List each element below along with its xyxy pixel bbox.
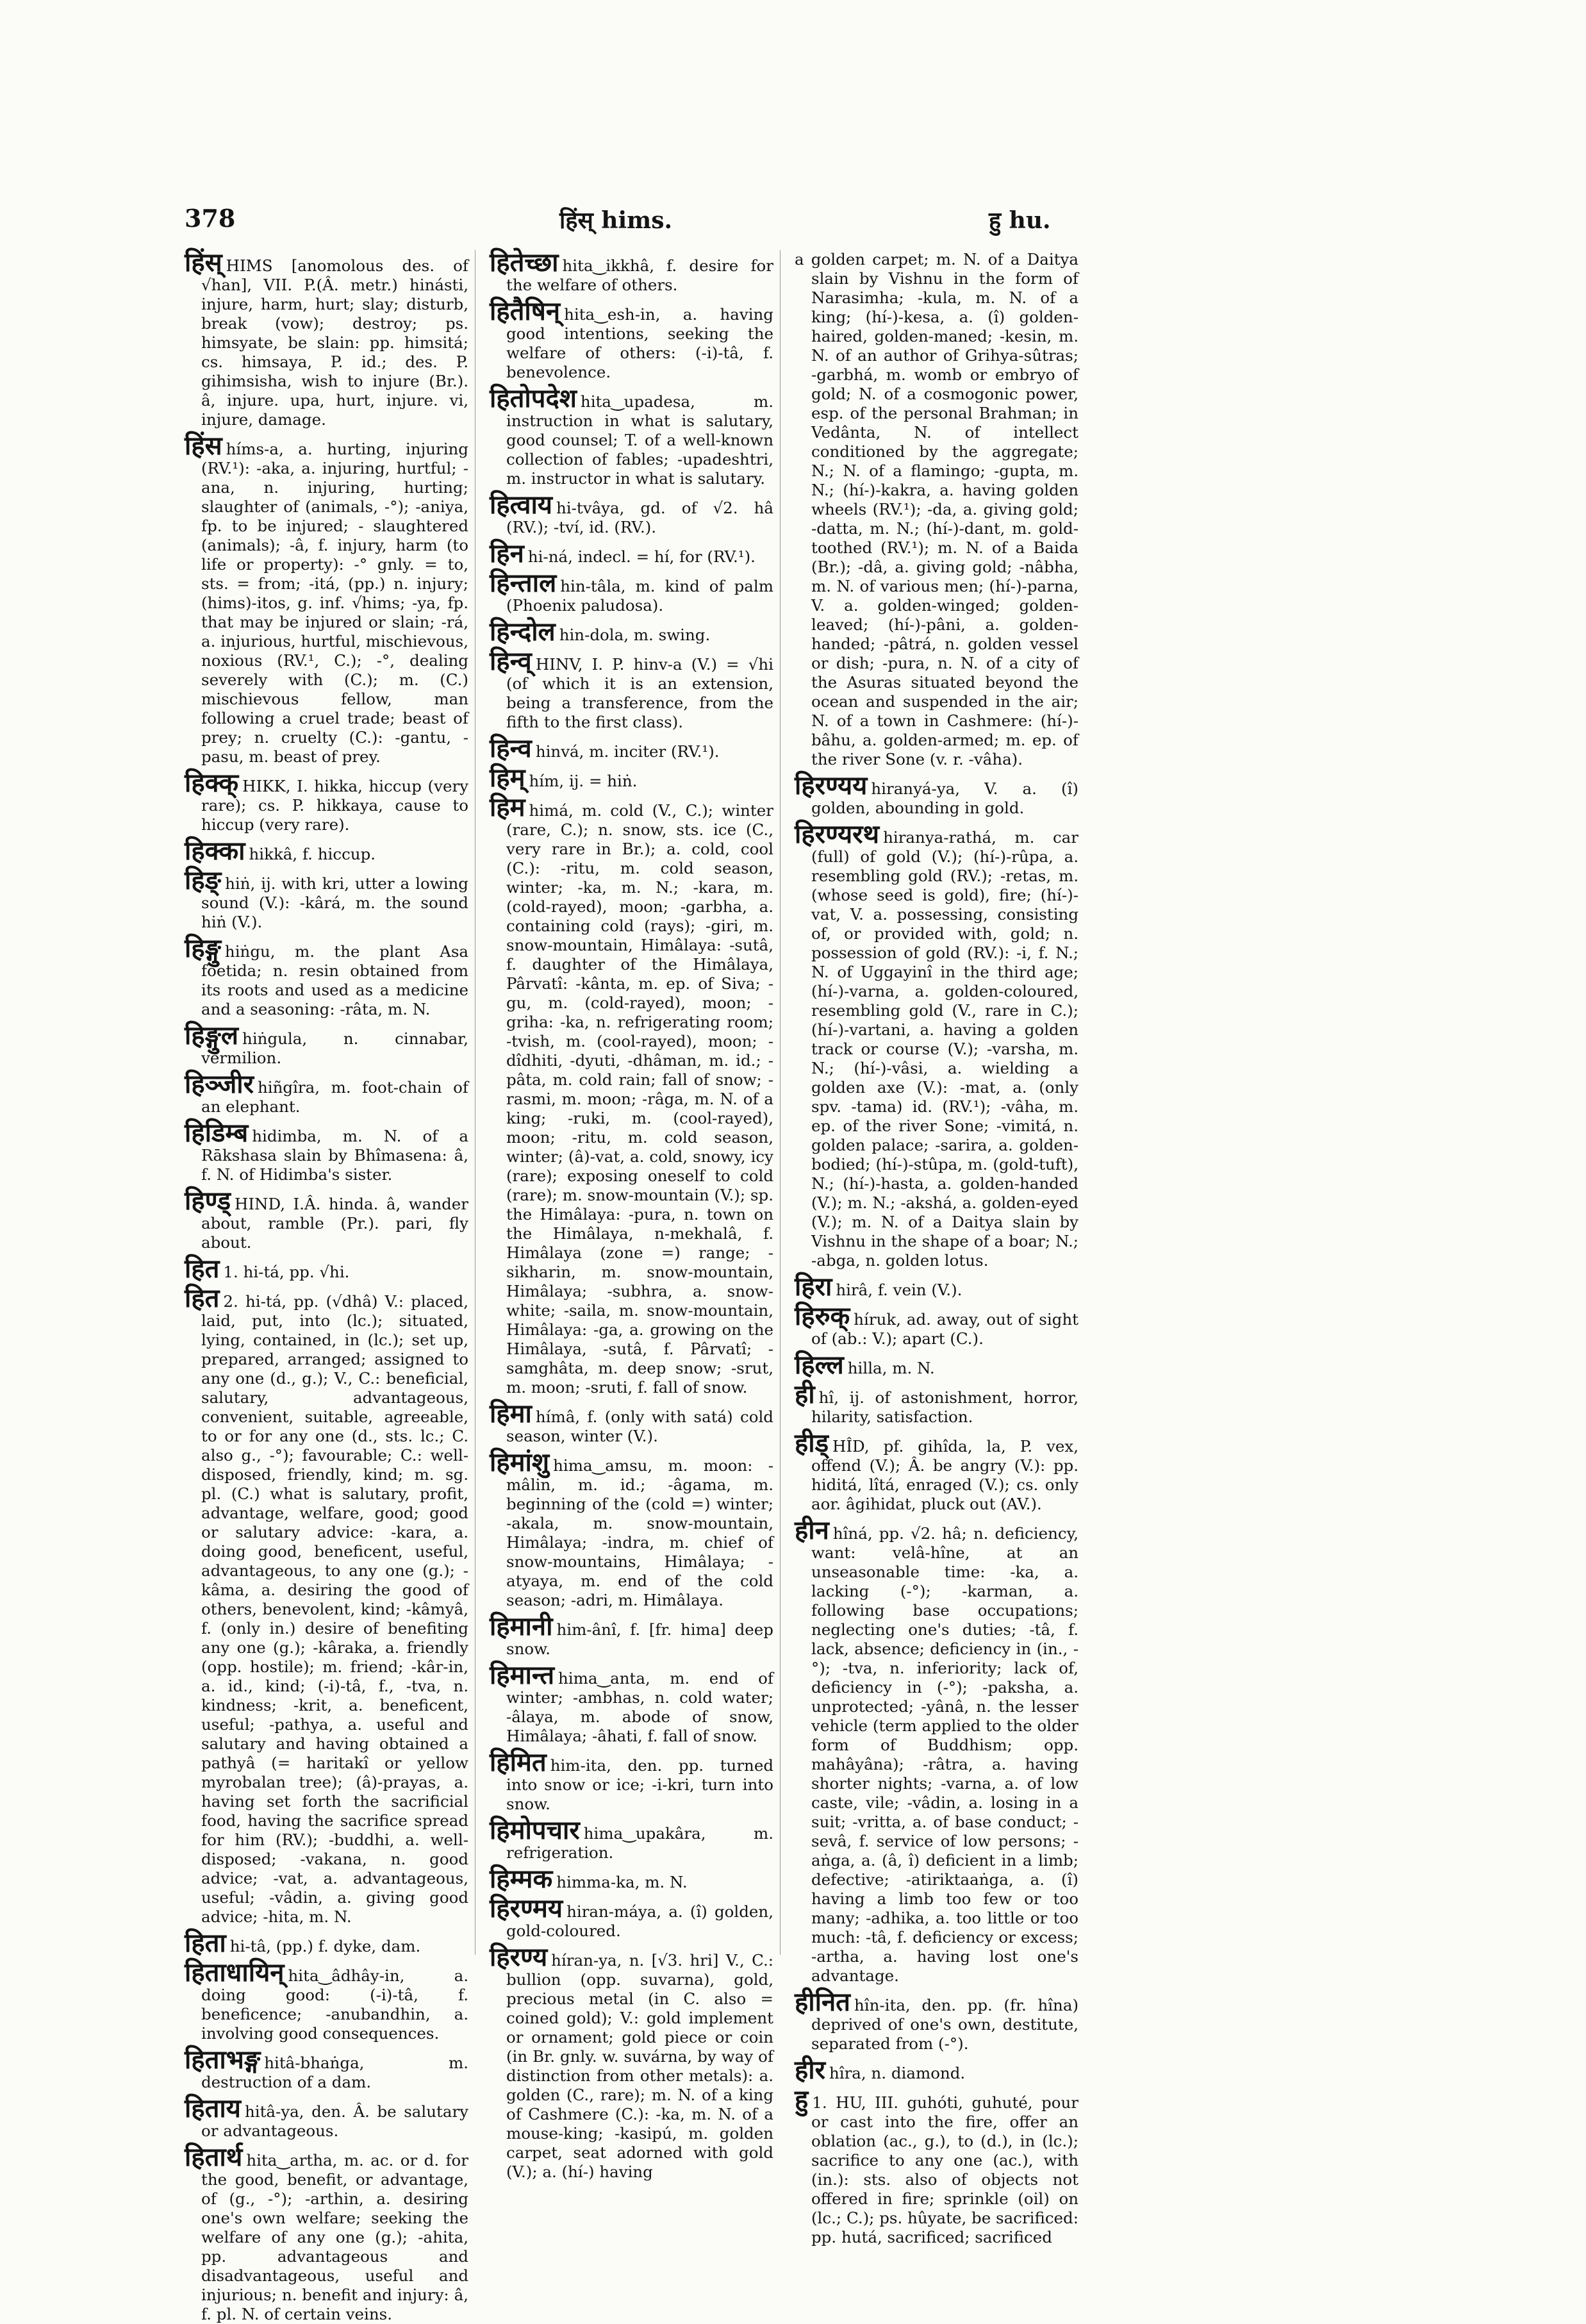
entry-definition: a golden carpet; m. N. of a Daitya slain by Vishnu in the form of Narasimha; -kula, m. N. of a king; (hí-)-kesa, a. (î) golden-haired, golden-maned; -kesin, m. N. of an author of Grihya-sûtras; -garbhá, m. womb or embryo of gold; N. of a cosmogonic power, esp. of the personal Brahman; in Vedânta, N. of intellect conditioned by the aggregate; N.; N. of a flamingo; -gupta, m. N.; (hí-)-kakra, a. having golden wheels (RV.¹); -da, a. giving gold; -datta, m. N.; (hí-)-dant, m. gold-toothed (RV.¹); m. N. of a Baida (Br.); -dâ, a. giving gold; -nâbha, m. N. of various men; (hí-)-parna, V. a. golden-winged; golden-leaved; (hí-)-pâni, a. golden-handed; -pâtrá, n. golden vessel or dish; -pura, n. N. of a city of the Asuras situated beyond the ocean and suspended in the air; N. of a town in Cashmere: (hí-)-bâhu, a. golden-armed; m. ep. of the river Sone (v. r. -vâha).: [795, 250, 1078, 768]
entry-headword: हिम्मक: [490, 1864, 553, 1894]
entry-headword: हिम्: [490, 763, 525, 793]
dictionary-entry: [185, 1256, 468, 1282]
dictionary-entry: [490, 299, 773, 382]
dictionary-entry: [185, 2047, 468, 2092]
entry-definition: híruk, ad. away, out of sight of (ab.: V.); apart (C.).: [811, 1310, 1078, 1348]
dictionary-entry: [795, 773, 1078, 818]
entry-headword: हिञ्जीर: [185, 1070, 254, 1099]
entry-definition: hita‿upadesa, m. instruction in what is salutary, good counsel; T. of a well-known collection of fables; -upadeshtri, m. instructor in what is salutary.: [506, 392, 773, 488]
dictionary-entry: [490, 736, 773, 761]
entry-definition: hinvá, m. inciter (RV.¹).: [535, 742, 720, 761]
dictionary-entry: [490, 492, 773, 537]
dictionary-entry: [490, 1750, 773, 1814]
dictionary-entry: [185, 250, 468, 429]
entry-definition: hitâ-ya, den. Â. be salutary or advantageous.: [201, 2102, 468, 2140]
entry-headword: हिक्का: [185, 836, 245, 866]
dictionary-entry: [490, 795, 773, 1397]
entry-definition: híms-a, a. hurting, injuring (RV.¹): -aka, a. injuring, hurtful; -ana, n. injuring, hurting; slaughter of (animals, -°); -aniya, fp. to be injured; - slaughtered (animals); -â, f. injury, harm (to life or property): -° gnly. = to, sts. = from; -itá, (pp.) n. injury; (hims)-itos, g. inf. √hims; -ya, fp. that may be injured or slain; -rá, a. injurious, hurtful, mischievous, noxious (RV.¹, C.); -°, dealing severely with (C.); m. (C.) mischievous fellow, man following a cruel trade; beast of prey; n. cruelty (C.): -gantu, -pasu, m. beast of prey.: [201, 440, 468, 766]
entry-definition: hiṅ, ij. with kri, utter a lowing sound (V.): -kârá, m. the sound hiṅ (V.).: [201, 874, 468, 931]
dictionary-entry: [795, 250, 1078, 769]
entry-definition: hîn-ita, den. pp. (fr. hîna) deprived of one's own, destitute, separated from (-°).: [811, 1996, 1078, 2053]
entry-headword: हिण्ड्: [185, 1186, 231, 1216]
entry-headword: हिरा: [795, 1272, 832, 1302]
entry-definition: HIKK, I. hikka, hiccup (very rare); cs. P. hikkaya, cause to hiccup (very rare).: [201, 777, 468, 834]
entry-headword: हिम: [490, 793, 525, 822]
dictionary-entry: [185, 2096, 468, 2141]
entry-headword: हिरण्यरथ: [795, 820, 880, 849]
entry-headword: हिरण्यय: [795, 771, 868, 801]
running-head-right: हु hu.: [989, 207, 1051, 234]
running-head-left: हिंस् hims.: [559, 207, 673, 234]
entry-definition: hita‿artha, m. ac. or d. for the good, benefit, or advantage, of (g., -°); -arthin, a. desiring one's own welfare; seeking the welfare of any one (g.); -ahita, pp. advantageous and disadvantageous, useful and injurious; n. benefit and injury: â, f. pl. N. of certain veins.: [201, 2151, 468, 2323]
entry-headword: हिताय: [185, 2094, 241, 2123]
entry-definition: 1. hi-tá, pp. √hi.: [223, 1263, 350, 1281]
dictionary-entry: [490, 1896, 773, 1941]
entry-headword: हित: [185, 1254, 220, 1284]
entry-definition: hita‿ikkhâ, f. desire for the welfare of others.: [506, 256, 773, 294]
page-header: [185, 204, 1078, 236]
entry-headword: हिन: [490, 539, 524, 569]
dictionary-entry: [795, 2087, 1078, 2247]
dictionary-entry: [490, 1401, 773, 1446]
entry-headword: ही: [795, 1380, 815, 1409]
dictionary-entry: [795, 1431, 1078, 1514]
entry-headword: हु: [795, 2085, 809, 2114]
entry-headword: हित्वाय: [490, 490, 552, 520]
entry-headword: हिरण्य: [490, 1943, 548, 1972]
entry-definition: hiranyá-ya, V. a. (î) golden, abounding in gold.: [811, 779, 1078, 817]
entry-definition: hiṅgula, n. cinnabar, vermilion.: [201, 1029, 468, 1067]
entry-headword: हिङ्गुल: [185, 1021, 239, 1050]
entry-headword: हिमित: [490, 1748, 547, 1777]
column-right: [795, 250, 1078, 2246]
entry-definition: 1. HU, III. guhóti, guhuté, pour or cast into the fire, offer an oblation (ac., g.), to (d.), in (lc.); sacrifice to any one (ac.), with (in.): sts. also of objects not offered in fire; sprinkle (oil) on (lc.; C.); ps. hûyate, be sacrificed: pp. hutá, sacrificed; sacrificed: [811, 2093, 1078, 2246]
entry-definition: hin-dola, m. swing.: [559, 626, 711, 644]
entry-headword: हित: [185, 1284, 220, 1313]
entry-definition: hitâ-bhaṅga, m. destruction of a dam.: [201, 2054, 468, 2091]
column-left: [185, 248, 475, 2323]
entry-definition: himma-ka, m. N.: [556, 1873, 688, 1891]
dictionary-entry: [490, 1614, 773, 1659]
entry-definition: hi-tâ, (pp.) f. dyke, dam.: [229, 1937, 421, 1955]
dictionary-entry: [490, 541, 773, 567]
entry-headword: हिन्ताल: [490, 569, 557, 598]
dictionary-columns: [185, 248, 1078, 2323]
entry-headword: हिरुक्: [795, 1302, 850, 1331]
entry-definition: hímâ, f. (only with satá) cold season, winter (V.).: [506, 1407, 773, 1445]
entry-headword: हिमांशु: [490, 1448, 550, 1477]
entry-definition: hidimba, m. N. of a Rākshasa slain by Bhîmasena: â, f. N. of Hidimba's sister.: [201, 1127, 468, 1184]
dictionary-entry: [490, 765, 773, 791]
entry-headword: हिमा: [490, 1399, 532, 1429]
entry-definition: hirâ, f. vein (V.).: [836, 1281, 962, 1299]
entry-headword: हिमोपचार: [490, 1816, 580, 1845]
dictionary-entry: [490, 1450, 773, 1610]
entry-definition: hiñgîra, m. foot-chain of an elephant.: [201, 1078, 468, 1116]
entry-definition: hima‿upakâra, m. refrigeration.: [506, 1824, 773, 1862]
entry-definition: hilla, m. N.: [847, 1359, 935, 1377]
dictionary-entry: [795, 1304, 1078, 1349]
entry-headword: हिमानी: [490, 1612, 553, 1641]
dictionary-entry: [490, 250, 773, 295]
dictionary-entry: [185, 838, 468, 864]
dictionary-entry: [185, 433, 468, 767]
entry-definition: hima‿amsu, m. moon: -mâlin, m. id.; -âgama, m. beginning of the (cold =) winter; -akala, m. snow-mountain, Himâlaya; -indra, m. chief of snow-mountains, Himâlaya; -atyaya, m. end of the cold season; -adri, m. Himâlaya.: [506, 1456, 773, 1609]
entry-headword: हिन्व: [490, 734, 532, 763]
dictionary-entry: [490, 1945, 773, 2182]
dictionary-entry: [795, 1274, 1078, 1300]
dictionary-entry: [490, 1818, 773, 1863]
entry-headword: हिडिम्ब: [185, 1118, 249, 1148]
entry-definition: HIND, I.Â. hinda. â, wander about, ramble (Pr.). pari, fly about.: [201, 1195, 468, 1252]
entry-definition: hi-tvâya, gd. of √2. hâ (RV.); -tví, id. (RV.).: [506, 499, 773, 536]
entry-definition: hin-tâla, m. kind of palm (Phoenix paludosa).: [506, 577, 773, 615]
entry-definition: HIMS [anomolous des. of √han], VII. P.(Â. metr.) hinásti, injure, harm, hurt; slay; disturb, break (vow); destroy; ps. himsyate, be slain: pp. himsitá; cs. himsaya, P. id.; des. P. gihimsisha, wish to injure (Br.). â, injure. upa, hurt, injure. vi, injure, damage.: [201, 256, 468, 429]
entry-headword: हितार्थ: [185, 2143, 243, 2172]
dictionary-entry: [490, 1663, 773, 1746]
entry-definition: híran-ya, n. [√3. hri] V., C.: bullion (opp. suvarna), gold, precious metal (in C. also = coined gold); V.: gold implement or ornament; gold piece or coin (in Br. gnly. w. suvárna, by way of distinction from other metals): a. golden (C., rare); m. N. of a king of Cashmere (C.): -ka, m. N. of a mouse-king; -kasipú, m. golden carpet, seat adorned with gold (V.); a. (hí-) having: [506, 1951, 773, 2181]
dictionary-entry: [490, 619, 773, 645]
dictionary-entry: [185, 2145, 468, 2324]
entry-headword: हिन्दोल: [490, 617, 556, 647]
entry-definition: hima‿anta, m. end of winter; -ambhas, n. cold water; -âlaya, m. abode of snow, Himâlaya; -âhati, f. fall of snow.: [506, 1669, 773, 1745]
entry-headword: हितैषिन्: [490, 297, 561, 326]
entry-definition: hita‿esh-in, a. having good intentions, seeking the welfare of others: (-i)-tâ, f. benevolence.: [506, 305, 773, 381]
entry-headword: हिमान्त: [490, 1661, 554, 1690]
dictionary-entry: [185, 1286, 468, 1927]
entry-definition: hikkâ, f. hiccup.: [249, 845, 376, 863]
entry-headword: हिन्व्: [490, 647, 532, 676]
entry-definition: 2. hi-tá, pp. (√dhâ) V.: placed, laid, put, into (lc.); situated, lying, contained, in (lc.); set up, prepared, arranged; assigned to any one (d., g.); V., C.: beneficial, salutary, advantageous, convenient, suitable, agreeable, to or for any one (d., sts. lc.; C. also g., -°); favourable; C.: well-disposed, friendly, kind; m. sg. pl. (C.) what is salutary, profit, advantage, welfare, good; good or salutary advice: -kara, a. doing good, beneficent, useful, advantageous, to any one (g.); -kâma, a. desiring the good of others, benevolent, kind; -kâmyâ, f. (only in.) desire of benefiting any one (g.); -kâraka, a. friendly (opp. hostile); m. friend; -kâr-in, a. id., kind; (-i)-tâ, f., -tva, n. kindness; -krit, a. beneficent, useful; -pathya, a. useful and salutary and having obtained a pathyâ (= haritakî or yellow myrobalan tree); (â)-prayas, a. having set forth the sacrificial food, having the sacrifice spread for him (RV.); -buddhi, a. well-disposed; -vakana, n. good advice; -vat, a. advantageous, useful; -vâdin, a. giving good advice; -hita, m. N.: [201, 1292, 468, 1926]
page-number: 378: [185, 204, 236, 233]
entry-headword: हितोपदेश: [490, 384, 577, 413]
entry-headword: हिङ्गु: [185, 934, 221, 963]
dictionary-entry: [795, 2057, 1078, 2083]
entry-headword: हीड्: [795, 1429, 829, 1458]
dictionary-entry: [185, 936, 468, 1019]
entry-definition: HÎD, pf. gihîda, la, P. vex, offend (V.); Â. be angry (V.): pp. hiditá, lîtá, enraged (V.); cs. only aor. âgihidat, pluck out (AV.).: [811, 1437, 1078, 1513]
dictionary-entry: [490, 649, 773, 732]
entry-headword: हिल्ल: [795, 1350, 844, 1380]
dictionary-entry: [795, 1352, 1078, 1378]
entry-headword: हीर: [795, 2055, 825, 2085]
dictionary-entry: [185, 1023, 468, 1068]
entry-definition: himá, m. cold (V., C.); winter (rare, C.); n. snow, sts. ice (C., very rare in Br.); a. cold, cool (C.): -ritu, m. cold season, winter; -ka, m. N.; -kara, m. (cold-rayed), moon; -garbha, a. containing cold (rays); -giri, m. snow-mountain, Himâlaya: -sutâ, f. daughter of the Himâlaya, Pârvatî: -kânta, m. ep. of Siva; -gu, m. (cold-rayed), moon; -griha: -ka, n. refrigerating room; -tvish, m. (cool-rayed), moon; -dîdhiti, -dyuti, -dhâman, m. id.; -pâta, m. cold rain; fall of snow; -rasmi, m. moon; -râga, m. N. of a king; -ruki, m. (cool-rayed), moon; -ritu, m. cold season, winter; (â)-vat, a. cold, snowy, icy (rare); exposing oneself to cold (rare); m. snow-mountain (V.); sp. the Himâlaya: -pura, n. town on the Himâlaya, n-mekhalâ, f. Himâlaya (zone =) range; -sikharin, m. snow-mountain, Himâlaya; -subhra, a. snow-white; -saila, m. snow-mountain, Himâlaya: -ga, a. growing on the Himâlaya, -sutâ, f. Pârvatî; -samghâta, m. deep snow; -srut, m. moon; -sruti, f. fall of snow.: [506, 801, 773, 1397]
dictionary-entry: [795, 822, 1078, 1270]
dictionary-entry: [185, 1930, 468, 1956]
entry-definition: hîná, pp. √2. hâ; n. deficiency, want: velâ-hîne, at an unseasonable time: -ka, a. lacking (-°); -karman, a. following base occupations; neglecting one's duties; -tâ, f. lack, absence; deficiency in (in., -°); -tva, n. inferiority; lack of, deficiency in (-°); -paksha, a. unprotected; -yânâ, n. the lesser vehicle (term applied to the older form of Buddhism; opp. mahâyâna); -râtra, a. having shorter nights; -varna, a. of low caste, vile; -vâdin, a. losing in a suit; -vritta, a. of base conduct; -sevâ, f. service of low persons; -aṅga, a. (â, î) deficient in a limb; defective; -atiriktaaṅga, a. (î) having a limb too few or too many; -adhika, a. too little or too much: -tâ, f. deficiency or excess; -artha, a. having lost one's advantage.: [811, 1524, 1078, 1985]
entry-headword: हीनित: [795, 1988, 850, 2017]
dictionary-entry: [185, 1072, 468, 1116]
entry-headword: हिङ्: [185, 866, 222, 895]
entry-headword: हिता: [185, 1929, 226, 1958]
entry-definition: him-ânî, f. [fr. hima] deep snow.: [506, 1620, 773, 1658]
entry-headword: हीन: [795, 1516, 829, 1545]
entry-headword: हिंस्: [185, 248, 222, 278]
entry-definition: hiranya-rathá, m. car (full) of gold (V.); (hí-)-rûpa, a. resembling gold (RV.); -retas, m. (whose seed is gold), fire; (hí-)-vat, V. a. possessing, consisting of, or provided with, gold; n. possession of gold (RV.): -i, f. N.; N. of Uggayinî in the third age; (hí-)-varna, a. golden-coloured, resembling gold (V., rare in C.); (hí-)-vartani, a. having a golden track or course (V.); -varsha, m. N.; (hí-)-vâsi, a. wielding a golden axe (V.): -mat, a. (only spv. -tama) id. (RV.¹); -vâha, m. ep. of the river Sone; -vimitá, n. golden palace; -sarira, a. golden-bodied; (hí-)-stûpa, m. (gold-tuft), N.; (hí-)-hasta, a. golden-handed (V.); m. N.; -akshá, a. golden-eyed (V.); m. N. of a Daitya slain by Vishnu in the shape of a boar; N.; -abga, n. golden lotus.: [811, 828, 1078, 1270]
dictionary-entry: [185, 868, 468, 932]
entry-definition: hîra, n. diamond.: [829, 2064, 966, 2082]
dictionary-entry: [490, 570, 773, 615]
dictionary-entry: [185, 1960, 468, 2043]
dictionary-entry: [185, 1188, 468, 1252]
dictionary-entry: [185, 1120, 468, 1184]
column-middle: [490, 248, 781, 2181]
entry-headword: हिरण्मय: [490, 1894, 563, 1923]
entry-definition: HINV, I. P. hinv-a (V.) = √hi (of which it is an extension, being a transference, from the fifth to the first class).: [506, 655, 773, 731]
entry-definition: hi-ná, indecl. = hí, for (RV.¹).: [527, 547, 756, 566]
dictionary-entry: [795, 1989, 1078, 2054]
entry-headword: हिताभङ्ग: [185, 2045, 261, 2075]
dictionary-entry: [185, 770, 468, 834]
dictionary-entry: [795, 1382, 1078, 1427]
entry-headword: हिंस: [185, 431, 222, 461]
entry-definition: hita‿âdhây-in, a. doing good: (-i)-tâ, f. beneficence; -anubandhin, a. involving good consequences.: [201, 1966, 468, 2043]
dictionary-entry: [795, 1518, 1078, 1986]
entry-definition: hî, ij. of astonishment, horror, hilarity, satisfaction.: [811, 1388, 1078, 1426]
dictionary-entry: [490, 1866, 773, 1892]
entry-definition: hiran-máya, a. (î) golden, gold-coloured.: [506, 1902, 773, 1940]
entry-definition: him-ita, den. pp. turned into snow or ice; -i-kri, turn into snow.: [506, 1756, 773, 1813]
entry-definition: hiṅgu, m. the plant Asa foetida; n. resin obtained from its roots and used as a medicine and a seasoning: -râta, m. N.: [201, 942, 468, 1018]
entry-headword: हिताधायिन्: [185, 1958, 285, 1988]
entry-definition: hím, ij. = hiṅ.: [529, 772, 638, 790]
dictionary-entry: [490, 386, 773, 488]
entry-headword: हिक्क्: [185, 768, 239, 798]
entry-headword: हितेच्छा: [490, 248, 559, 278]
